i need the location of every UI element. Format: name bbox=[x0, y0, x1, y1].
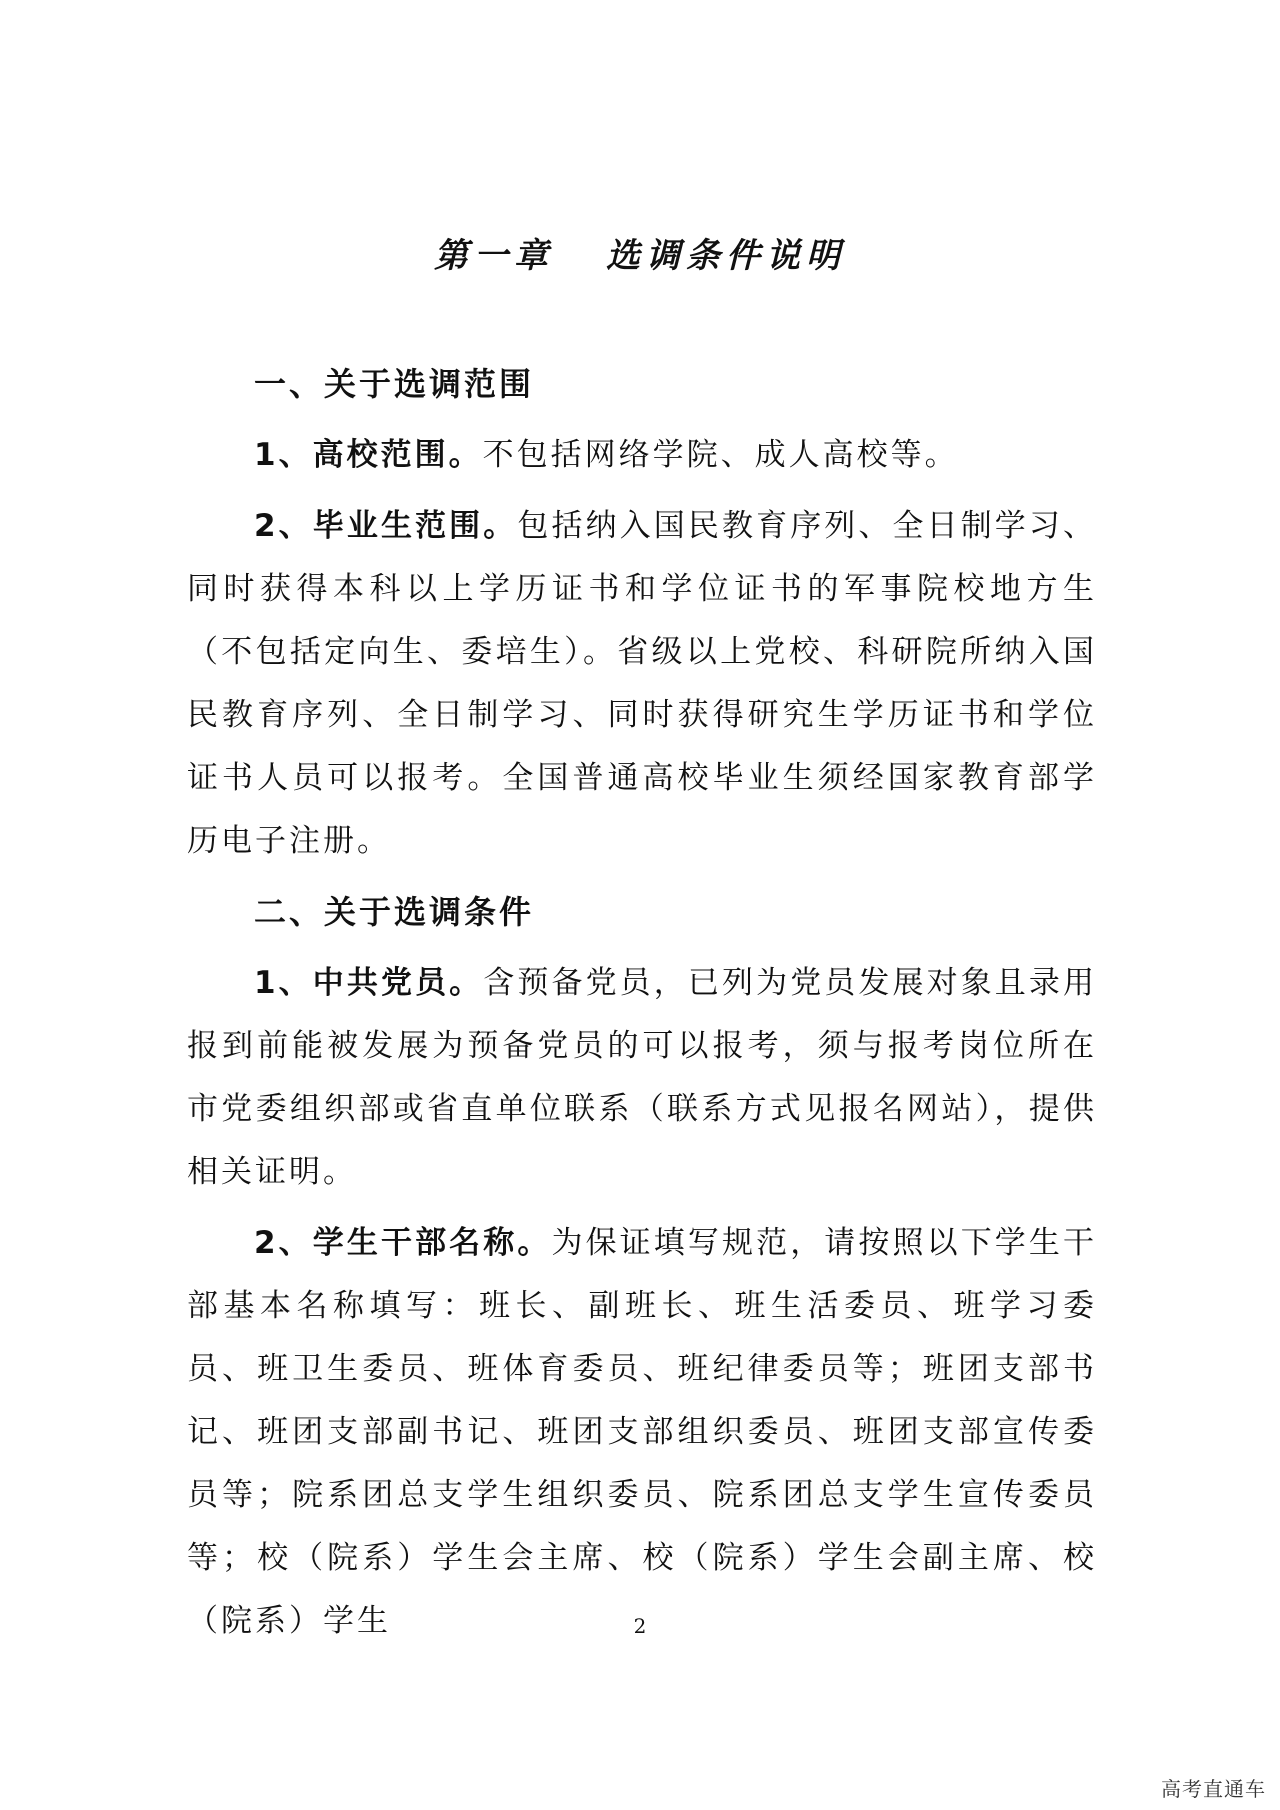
paragraph-2-2 bbox=[187, 1212, 1097, 1653]
paragraph-text: 为保证填写规范，请按照以下学生干部基本名称填写：班长、副班长、班生活委员、班学习委员、班卫生委员、班体育委员、班纪律委员等；班团支部书记、班团支部副书记、班团支部组织委员、班团支部宣传委员等；院系团总支学生组织委员、院系团总支学生宣传委员等；校（院系）学生会主席、校（院系）学生会副主席、校（院系）学生 bbox=[187, 1225, 1097, 1639]
paragraph-lead: 2、学生干部名称。 bbox=[254, 1225, 552, 1261]
paragraph-text: 包括纳入国民教育序列、全日制学习、同时获得本科以上学历证书和学位证书的军事院校地方生（不包括定向生、委培生）。省级以上党校、科研院所纳入国民教育序列、全日制学习、同时获得研究生学历证书和学位证书人员可以报考。全国普通高校毕业生须经国家教育部学历电子注册。 bbox=[187, 508, 1098, 859]
chapter-title bbox=[0, 226, 1280, 286]
page-number: 2 bbox=[633, 1614, 647, 1638]
paragraph-1-1 bbox=[187, 424, 1097, 487]
paragraph-text: 不包括网络学院、成人高校等。 bbox=[482, 437, 959, 473]
paragraph-text: 含预备党员，已列为党员发展对象且录用报到前能被发展为预备党员的可以报考，须与报考岗位所在市党委组织部或省直单位联系（联系方式见报名网站），提供相关证明。 bbox=[187, 965, 1097, 1190]
section-heading-1: 一、关于选调范围 bbox=[254, 365, 535, 403]
paragraph-2-1 bbox=[187, 952, 1097, 1204]
paragraph-lead: 2、毕业生范围。 bbox=[254, 508, 518, 544]
paragraph-lead: 1、高校范围。 bbox=[254, 437, 483, 473]
chapter-number: 第一章 bbox=[434, 236, 554, 276]
chapter-name: 选调条件说明 bbox=[606, 236, 846, 276]
watermark-text: 高考直通车 bbox=[1161, 1777, 1266, 1801]
paragraph-lead: 1、中共党员。 bbox=[254, 965, 484, 1001]
paragraph-1-2 bbox=[187, 495, 1097, 873]
section-heading-2: 二、关于选调条件 bbox=[254, 893, 535, 931]
document-body bbox=[187, 353, 1097, 1661]
